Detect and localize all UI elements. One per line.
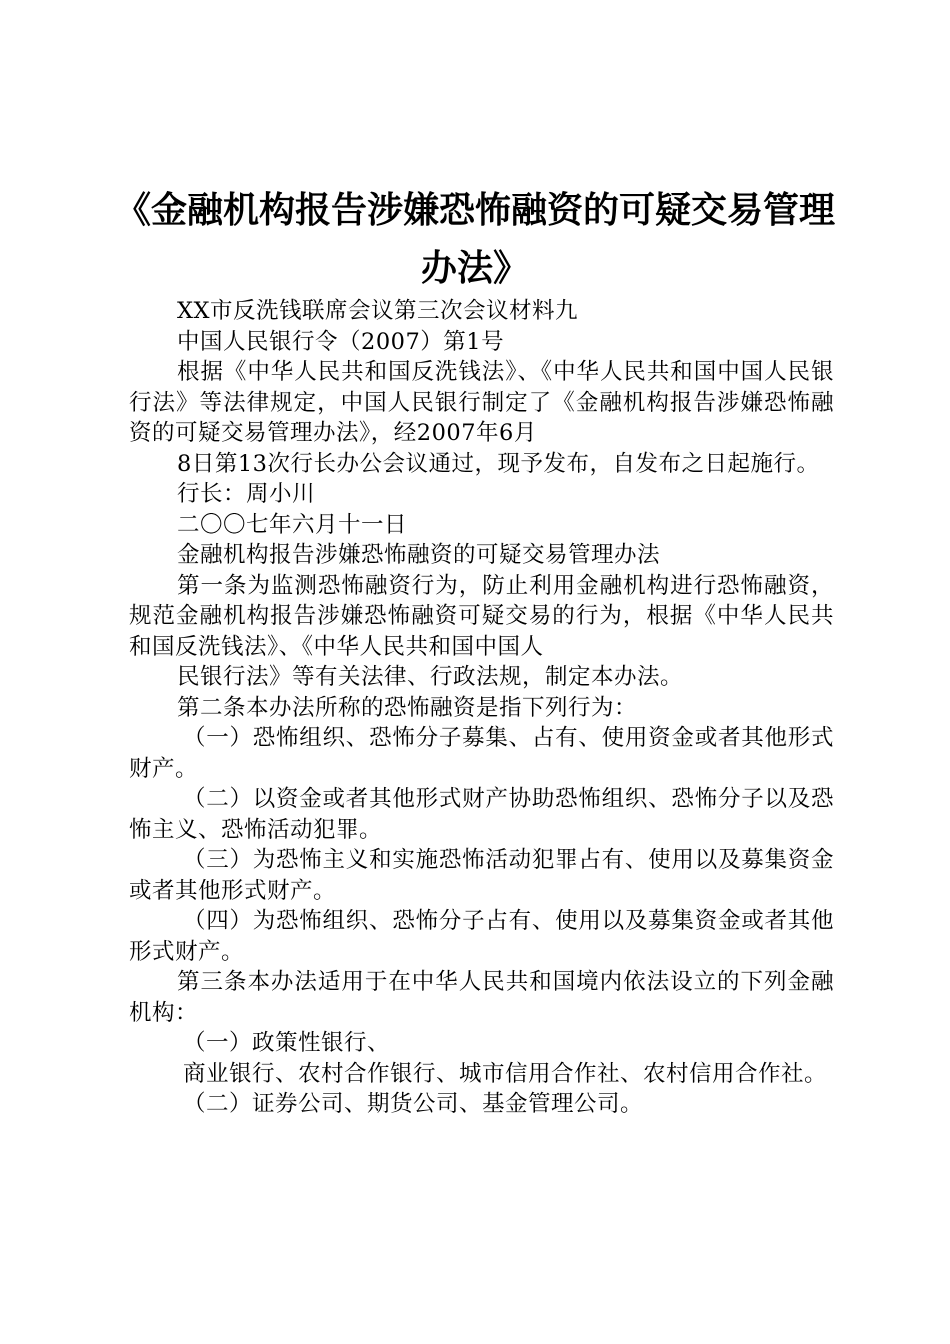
paragraph-article-3-item-1-continued: 商业银行、农村合作银行、城市信用合作社、农村信用合作社。	[183, 1060, 828, 1087]
paragraph-article-2-item-2: （二）以资金或者其他形式财产协助恐怖组织、恐怖分子以及恐怖主义、恐怖活动犯罪。	[129, 786, 834, 843]
document-title-line-1: 《金融机构报告涉嫌恐怖融资的可疑交易管理	[114, 190, 835, 231]
paragraph-preamble: 根据《中华人民共和国反洗钱法》、《中华人民共和国中国人民银行法》等法律规定，中国人民银行制定了《金融机构报告涉嫌恐怖融资的可疑交易管理办法》，经2007年6月	[129, 359, 834, 446]
paragraph-measures-title: 金融机构报告涉嫌恐怖融资的可疑交易管理办法	[177, 542, 661, 568]
paragraph-article-2-item-1: （一）恐怖组织、恐怖分子募集、占有、使用资金或者其他形式财产。	[129, 725, 834, 782]
paragraph-date: 二〇〇七年六月十一日	[177, 511, 408, 538]
paragraph-article-2-item-3: （三）为恐怖主义和实施恐怖活动犯罪占有、使用以及募集资金或者其他形式财产。	[129, 847, 834, 904]
paragraph-meeting-material: XX市反洗钱联席会议第三次会议材料九	[177, 298, 579, 324]
paragraph-decree-number: 中国人民银行令（2007）第1号	[177, 328, 505, 355]
paragraph-article-1: 第一条为监测恐怖融资行为，防止利用金融机构进行恐怖融资，规范金融机构报告涉嫌恐怖融资可疑交易的行为，根据《中华人民共和国反洗钱法》、《中华人民共和国中国人	[129, 572, 834, 660]
paragraph-article-3-item-1: （一）政策性银行、	[183, 1030, 391, 1056]
paragraph-article-3: 第三条本办法适用于在中华人民共和国境内依法设立的下列金融机构：	[129, 969, 834, 1026]
paragraph-preamble-continued: 8日第13次行长办公会议通过，现予发布，自发布之日起施行。	[177, 450, 820, 477]
document-body	[129, 296, 834, 1120]
document-title-line-2: 办法》	[420, 248, 529, 289]
paragraph-article-2: 第二条本办法所称的恐怖融资是指下列行为：	[177, 694, 638, 721]
paragraph-article-2-item-4: （四）为恐怖组织、恐怖分子占有、使用以及募集资金或者其他形式财产。	[129, 908, 834, 965]
paragraph-article-3-item-2: （二）证券公司、期货公司、基金管理公司。	[183, 1091, 644, 1117]
paragraph-signatory: 行长：周小川	[177, 481, 316, 507]
paragraph-article-1-continued: 民银行法》等有关法律、行政法规，制定本办法。	[177, 664, 684, 690]
